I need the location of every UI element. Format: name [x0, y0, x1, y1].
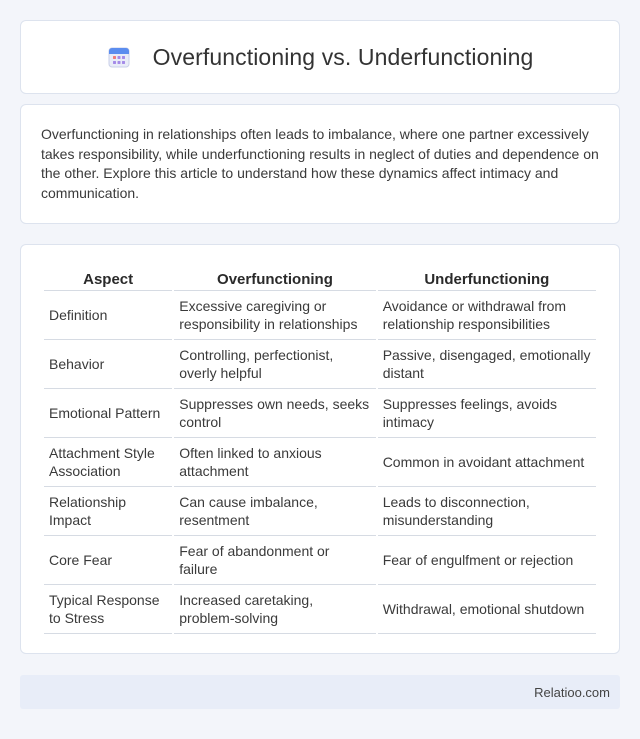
- table-row: [44, 389, 596, 438]
- table-row: [44, 536, 596, 585]
- table-row: [44, 340, 596, 389]
- cell-overfunctioning: Excessive caregiving or responsibility in relationships: [174, 291, 375, 340]
- cell-overfunctioning: Can cause imbalance, resentment: [174, 487, 375, 536]
- intro-text: Overfunctioning in relationships often leads to imbalance, where one partner excessively takes responsibility, while underfunctioning results in neglect of duties and dependence on the other. Explore this article to understand how these dynamics affect intimacy and communication.: [41, 126, 599, 201]
- cell-overfunctioning: Controlling, perfectionist, overly helpful: [174, 340, 375, 389]
- table-header-row: [44, 265, 596, 291]
- cell-underfunctioning: Common in avoidant attachment: [378, 438, 596, 487]
- calendar-icon: [107, 45, 131, 69]
- table-row: [44, 438, 596, 487]
- header-aspect: Aspect: [44, 265, 172, 291]
- header-underfunctioning: Underfunctioning: [378, 265, 596, 291]
- cell-underfunctioning: Passive, disengaged, emotionally distant: [378, 340, 596, 389]
- table-row: [44, 291, 596, 340]
- cell-aspect: Definition: [44, 291, 172, 340]
- cell-overfunctioning: Increased caretaking, problem-solving: [174, 585, 375, 634]
- table-row: [44, 585, 596, 634]
- cell-underfunctioning: Suppresses feelings, avoids intimacy: [378, 389, 596, 438]
- cell-aspect: Behavior: [44, 340, 172, 389]
- page-title: Overfunctioning vs. Underfunctioning: [152, 43, 534, 70]
- cell-underfunctioning: Leads to disconnection, misunderstanding: [378, 487, 596, 536]
- header-overfunctioning: Overfunctioning: [174, 265, 375, 291]
- title-card: [20, 20, 620, 94]
- footer: [20, 675, 620, 709]
- table-row: [44, 487, 596, 536]
- footer-brand: Relatioo.com: [534, 684, 610, 700]
- cell-overfunctioning: Often linked to anxious attachment: [174, 438, 375, 487]
- cell-aspect: Emotional Pattern: [44, 389, 172, 438]
- table-card: [20, 244, 620, 654]
- cell-aspect: Relationship Impact: [44, 487, 172, 536]
- cell-aspect: Core Fear: [44, 536, 172, 585]
- cell-underfunctioning: Fear of engulfment or rejection: [378, 536, 596, 585]
- cell-overfunctioning: Suppresses own needs, seeks control: [174, 389, 375, 438]
- intro-card: [20, 104, 620, 224]
- comparison-table: [42, 265, 598, 634]
- cell-underfunctioning: Avoidance or withdrawal from relationship responsibilities: [378, 291, 596, 340]
- cell-aspect: Attachment Style Association: [44, 438, 172, 487]
- cell-aspect: Typical Response to Stress: [44, 585, 172, 634]
- cell-overfunctioning: Fear of abandonment or failure: [174, 536, 375, 585]
- cell-underfunctioning: Withdrawal, emotional shutdown: [378, 585, 596, 634]
